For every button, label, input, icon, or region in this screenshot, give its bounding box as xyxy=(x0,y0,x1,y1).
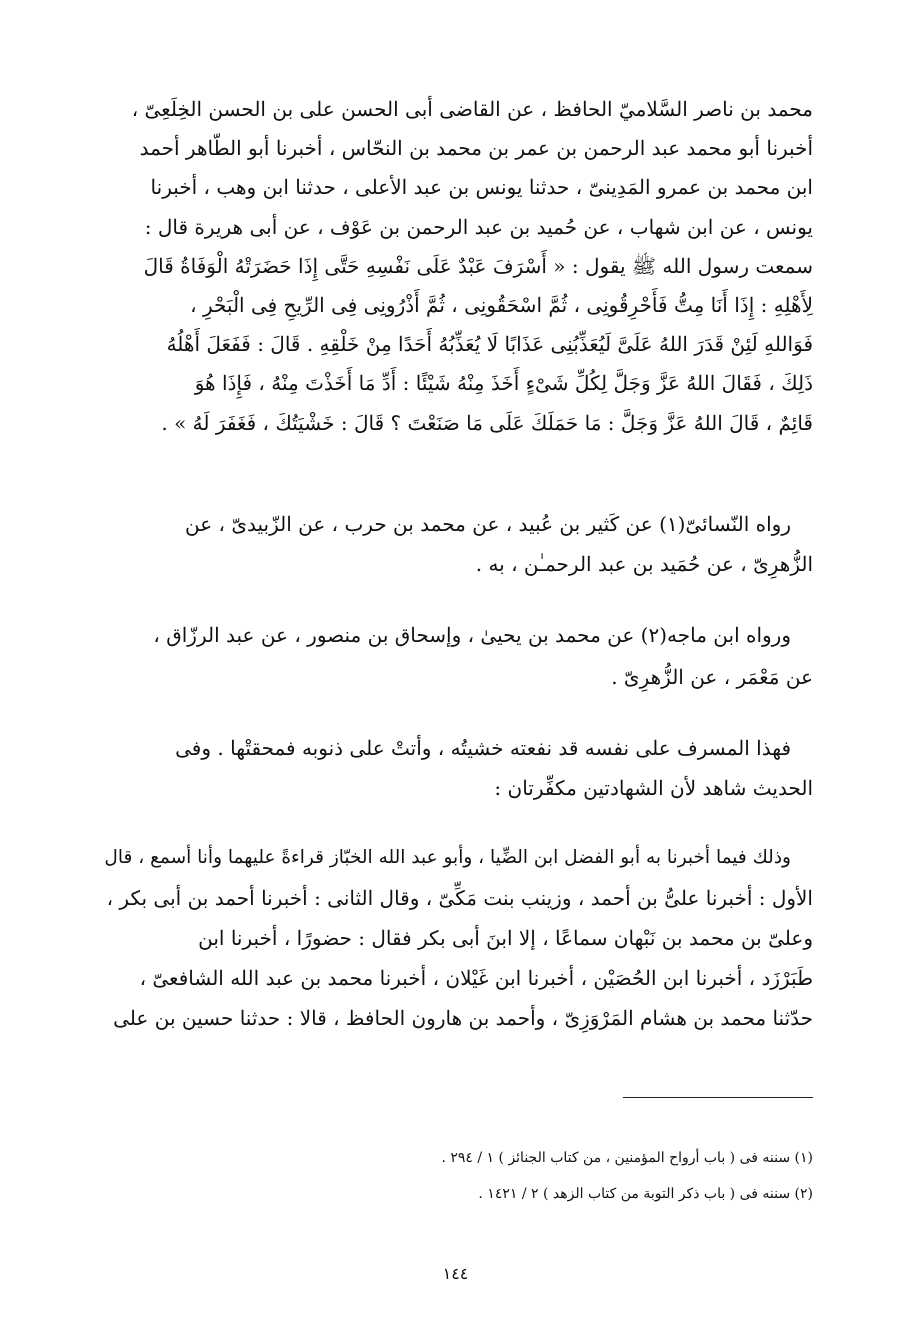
text-line: وذلك فيما أخبرنا به أبو الفضل ابن الضِّيا ، وأبو عبد الله الخبّاز قراءةً عليهما وأنا أسمع ، قال xyxy=(104,847,791,868)
footnotes xyxy=(98,1140,813,1212)
text-line: عن مَعْمَر ، عن الزُّهرِىّ . xyxy=(611,665,813,689)
text-line: طَبَرْزَد ، أخبرنا ابن الحُصَيْن ، أخبرنا ابن غَيْلان ، أخبرنا محمد بن عبد الله الشافعىّ ، xyxy=(139,966,813,990)
text-line: فَوَاللهِ لَئِنْ قَدَرَ اللهُ عَلَىَّ لَيُعَذِّبُنِى عَذَابًا لَا يُعَذِّبُهُ أَحَدًا مِنْ خَلْقِهِ . قَالَ : فَفَعَلَ أَهْلُهُ xyxy=(166,332,813,357)
text-line: محمد بن ناصر السَّلاميّ الحافظ ، عن القاضى أبى الحسن على بن الحسن الخِلَعِىّ ، xyxy=(131,97,813,121)
text-line: الزُّهرِىّ ، عن حُمَيد بن عبد الرحمـٰن ، به . xyxy=(475,552,813,576)
paragraph-nasai-narration xyxy=(98,504,813,584)
text-line: لِأَهْلِهِ : إِذَا أَنَا مِتُّ فَأَحْرِقُونِى ، ثُمَّ اسْحَقُونِى ، ثُمَّ أَذْرُونِى فِى الرِّيحِ فِى الْبَحْرِ ، xyxy=(190,292,813,317)
text-line: سمعت رسول الله ﷺ يقول : « أَسْرَفَ عَبْدٌ عَلَى نَفْسِهِ حَتَّى إِذَا حَضَرَتْهُ الْوَفَاةُ قَالَ xyxy=(143,253,813,278)
text-line: أخبرنا أبو محمد عبد الرحمن بن عمر بن محمد بن النحّاس ، أخبرنا أبو الطّاهر أحمد xyxy=(139,136,813,161)
text-line: وعلىّ بن محمد بن نَبْهان سماعًا ، إلا ابنَ أبى بكر فقال : حضورًا ، أخبرنا ابن xyxy=(198,926,813,950)
text-line: الحديث شاهد لأن الشهادتين مكفِّرتان : xyxy=(494,776,813,800)
text-line: الأول : أخبرنا علىُّ بن أحمد ، وزينب بنت مَكِّىّ ، وقال الثانى : أخبرنا أحمد بن أبى بكر ، xyxy=(106,886,813,910)
text-line: قَائِمٌ ، قَالَ اللهُ عَزَّ وَجَلَّ : مَا حَمَلَكَ عَلَى مَا صَنَعْتَ ؟ قَالَ : خَشْيَتُكَ ، فَغَفَرَ لَهُ » . xyxy=(161,410,813,435)
page-number: ١٤٤ xyxy=(442,1264,469,1283)
text-line: فهذا المسرف على نفسه قد نفعته خشيتُه ، وأتتْ على ذنوبه فمحقتْها . وفى xyxy=(175,736,791,760)
text-line: يونس ، عن ابن شهاب ، عن حُميد بن عبد الرحمن بن عَوْف ، عن أبى هريرة قال : xyxy=(144,214,813,239)
text-line: رواه النّسائىّ(١) عن كَثير بن عُبيد ، عن محمد بن حرب ، عن الزّبيدىّ ، عن xyxy=(185,512,791,536)
paragraph-ibn-majah-narration xyxy=(98,614,813,698)
footnote-1: (١) سننه فى ( باب أرواح المؤمنين ، من كتاب الجنائز ) ١ / ٢٩٤ . xyxy=(441,1150,813,1166)
text-line: ورواه ابن ماجه(٢) عن محمد بن يحيىٰ ، وإسحاق بن منصور ، عن عبد الرزّاق ، xyxy=(153,623,791,647)
footnote-separator xyxy=(623,1097,813,1098)
text-line: حدّثنا محمد بن هشام المَرْوَزِىّ ، وأحمد بن هارون الحافظ ، قالا : حدثنا حسين بن على xyxy=(113,1006,813,1030)
paragraph-second-isnad xyxy=(98,838,813,1038)
paragraph-hadith-isnad xyxy=(98,90,813,443)
footnote-2: (٢) سننه فى ( باب ذكر التوبة من كتاب الزهد ) ٢ / ١٤٢١ . xyxy=(478,1186,813,1202)
text-line: ذَلِكَ ، فَقَالَ اللهُ عَزَّ وَجَلَّ لِكُلِّ شَىْءٍ أَخَذَ مِنْهُ شَيْئًا : أَدِّ مَا أَخَذْتَ مِنْهُ ، فَإِذَا هُوَ xyxy=(194,371,813,396)
text-line: ابن محمد بن عمرو المَدِينىّ ، حدثنا يونس بن عبد الأعلى ، حدثنا ابن وهب ، أخبرنا xyxy=(150,175,813,200)
paragraph-commentary xyxy=(98,728,813,808)
